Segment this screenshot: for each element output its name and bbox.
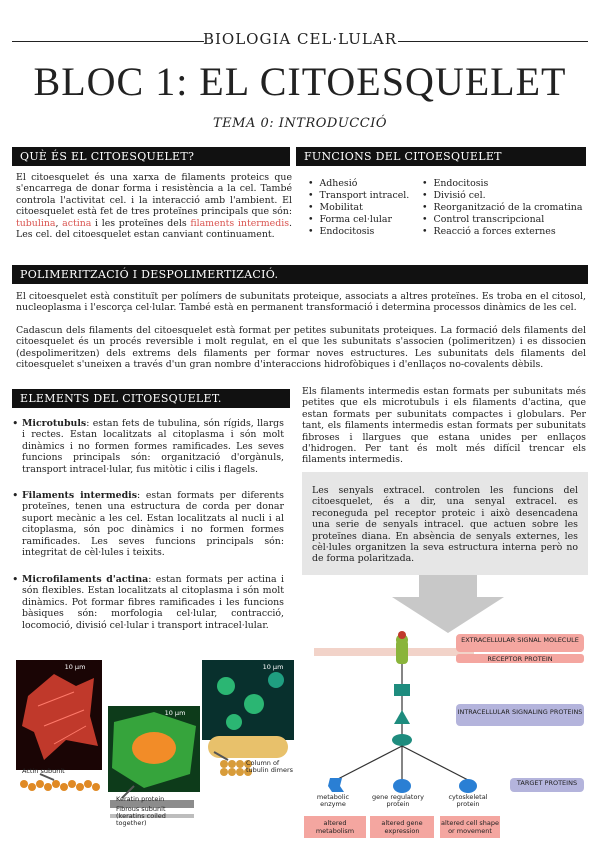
target-metabolic-enzyme: metabolic enzyme bbox=[316, 793, 350, 808]
funcio-item: • Transport intracel. bbox=[308, 190, 428, 202]
polimeritzacio-paragraph-1: El citoesquelet està constituït per polímers de subunitats proteique, associats a altres proteïnes. Es troba en el citosol, nucleoplasma i l'escorça cel·lular. També està en permanent transformació i determina processos dinàmics de les cel. bbox=[16, 291, 586, 314]
scale-label-1: 10 µm bbox=[64, 663, 86, 671]
extracellular-signal-label: EXTRACELLULAR SIGNAL MOLECULE bbox=[461, 636, 579, 644]
header-rule-right bbox=[398, 41, 588, 42]
scale-label-2: 10 µm bbox=[164, 709, 186, 717]
que-es-text: El citoesquelet és una xarxa de filaments proteics que s'encarrega de donar forma i resistència a la cel. També controla l'activitat cel. i la interacció amb l'ambient. El citoesquelet està fet de tres proteïnes principals que són: tubulina, actina i les proteïnes dels filaments intermedis. Les cel. del citoesquelet estan canviant continuament. bbox=[16, 172, 292, 241]
target-gene-regulatory: gene regulatory protein bbox=[372, 793, 424, 808]
effect-gene-expression: altered gene expression bbox=[381, 819, 423, 835]
element-microfilaments: • Microfilaments d'actina: estan formats per actina i són flexibles. Estan localitzats al citoplasma i són molt dinàmics. Pot formar fibres ramificades i les funcions bàsiques són: morfologia cel·lular, contracció, locomoció, divisió cel·lular i transport intracel·lular. bbox=[12, 573, 284, 631]
funcio-item: • Mobilitat bbox=[308, 202, 428, 214]
scale-label-3: 10 µm bbox=[262, 663, 284, 671]
signaling-text: Les senyals extracel. controlen les funcions del citoesquelet, és a dir, una senyal extracel. es reconeguda pel receptor proteic i això desencadena una serie de senyals intracel. que actuen sobre les proteïnes diana. En absència de senyals externes, les cèl·lules organitzen la seva estructura interna però no de forma polaritzada. bbox=[312, 485, 578, 565]
intracellular-signaling-label: INTRACELLULAR SIGNALING PROTEINS bbox=[457, 708, 583, 716]
tubulin-column-label: Column of tubulin dimers bbox=[246, 759, 294, 774]
effect-metabolism: altered metabolism bbox=[315, 819, 355, 835]
topic-subtitle: TEMA 0: INTRODUCCIÓ bbox=[213, 116, 387, 131]
filaments-comparison-text: Els filaments intermedis estan formats per subunitats més petites que els microtubuls i els filaments d'actina, que estan formats per subunitats compactes i globulars. Per tant, els filaments intermedis estan formats per subunitats fibroses i llargues que estana unides per enllaços d'hidrogen. Per tant és molt més difícil trencar els filaments intermedis. bbox=[302, 386, 586, 466]
subject-title: BIOLOGIA CEL·LULAR bbox=[202, 30, 398, 48]
section-heading-que-es: QUÈ ÉS EL CITOESQUELET? bbox=[12, 147, 290, 166]
receptor-protein-label: RECEPTOR PROTEIN bbox=[487, 655, 553, 663]
funcio-item: • Control transcripcional bbox=[422, 214, 600, 226]
target-cytoskeletal: cytoskeletal protein bbox=[448, 793, 488, 808]
effect-cell-shape: altered cell shape or movement bbox=[441, 819, 499, 835]
section-heading-elements: ELEMENTS DEL CITOESQUELET. bbox=[12, 389, 290, 408]
keratin-label: Keratin protein bbox=[116, 795, 165, 803]
element-microtubuls: • Microtubuls: estan fets de tubulina, són rígids, llargs i rectes. Estan localitzats al citoplasma i són molt dinàmics i no formen formes ramificades. Les seves funcions principals són: organització d'orgànuls, transport intracel·lular, fus mitòtic i cilis i flagels. bbox=[12, 417, 284, 475]
funcio-item: • Endocitosis bbox=[422, 178, 600, 190]
down-arrow-icon bbox=[390, 575, 506, 635]
funcio-item: • Divisió cel. bbox=[422, 190, 600, 202]
target-proteins-label: TARGET PROTEINS bbox=[516, 779, 578, 787]
funcions-list-2 bbox=[410, 178, 600, 238]
funcio-item: • Reorganització de la cromatina bbox=[422, 202, 600, 214]
funcio-item: • Forma cel·lular bbox=[308, 214, 428, 226]
funcio-item: • Reacció a forces externes bbox=[422, 226, 600, 238]
section-heading-polimeritzacio: POLIMERITZACIÓ I DESPOLIMERTIZACIÓ. bbox=[12, 265, 588, 284]
actin-subunit-label: Actin subunit bbox=[22, 767, 65, 775]
section-heading-funcions: FUNCIONS DEL CITOESQUELET bbox=[296, 147, 586, 166]
element-filaments-intermedis: • Filaments intermedis: estan formats per diferents proteïnes, tenen una estructura de corda per donar suport mecànic a les cel. Estan localitzats al nucli i al citoplasma, són poc dinàmics i no formen formes ramificades. Les seves funcions principals són: integritat de cèl·lules i teixits. bbox=[12, 489, 284, 559]
funcions-list-1 bbox=[296, 178, 428, 238]
funcio-item: • Adhesió bbox=[308, 178, 428, 190]
page-title: BLOC 1: EL CITOESQUELET bbox=[33, 59, 567, 104]
fibrous-subunit-label: Fibrous subunit (keratins coiled together) bbox=[116, 805, 166, 827]
polimeritzacio-paragraph-2: Cadascun dels filaments del citoesquelet està format per petites subunitats proteiques. La formació dels filaments del citoesquelet és un procés reversible i molt regulat, en el que les subunitats s'associen (polimeritzen) i es dissocien (despolimeritzen) dels extrems dels filaments per formar noves estructures. Les subunitats dels filaments del citoesquelet s'uneixen a través d'un gran nombre d'interaccions hidrofòbiques i d'enllaços no-covalents dèbils. bbox=[16, 325, 586, 371]
funcio-item: • Endocitosis bbox=[308, 226, 428, 238]
